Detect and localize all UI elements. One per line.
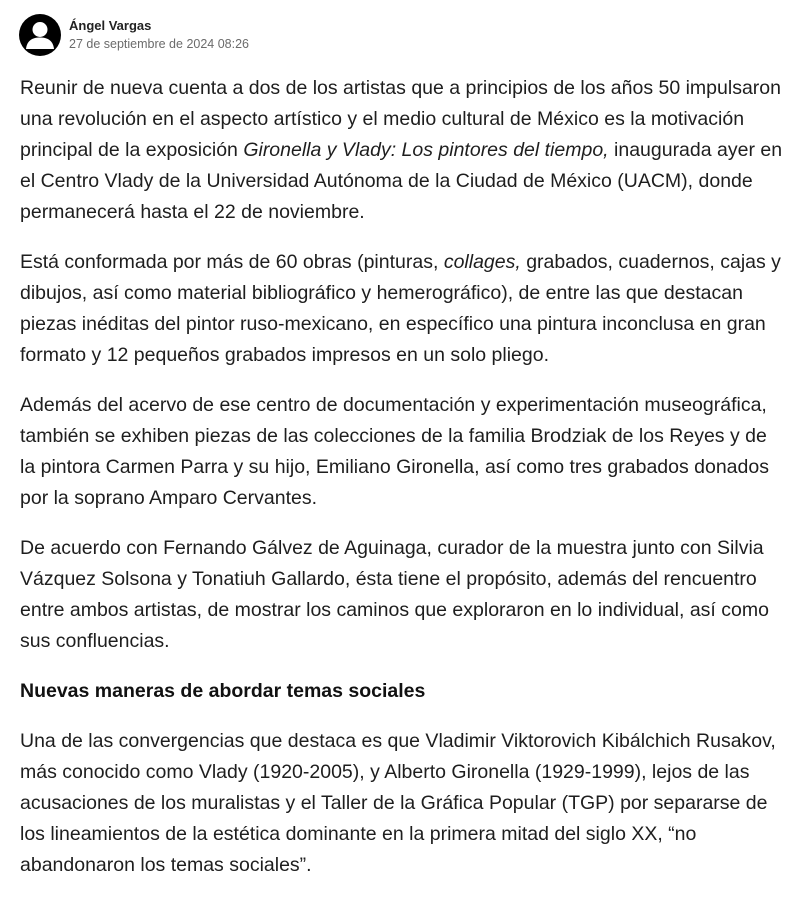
byline-text (69, 17, 249, 53)
paragraph-5: Una de las convergencias que destaca es que Vladimir Viktorovich Kibálchich Rusakov, más conocido como Vlady (1920-2005), y Alberto Gironella (1929-1999), lejos de las acusaciones de los muralistas y el Taller de la Gráfica Popular (TGP) por separarse de los lineamientos de la estética dominante en la primera mitad del siglo XX, “no abandonaron los temas sociales”. (20, 730, 776, 876)
paragraph-2-text-a: Está conformada por más de 60 obras (pinturas, (20, 251, 444, 273)
exhibition-title: Gironella y Vlady: Los pintores del tiempo, (243, 139, 609, 161)
paragraph-3: Además del acervo de ese centro de documentación y experimentación museográfica, también se exhiben piezas de las colecciones de la familia Brodziak de los Reyes y de la pintora Carmen Parra y su hijo, Emiliano Gironella, así como tres grabados donados por la soprano Amparo Cervantes. (20, 394, 769, 509)
paragraph-1-text-b: inaugurada ayer en el Centro Vlady de la Universidad Autónoma de la Ciudad de México (UACM), donde permanecerá hasta el 22 de noviembre. (20, 139, 783, 223)
paragraph-1 (20, 73, 785, 228)
user-silhouette-icon (19, 14, 61, 56)
paragraph-1-text-a: Reunir de nueva cuenta a dos de los artistas que a principios de los años 50 impulsaron una revolución en el aspecto artístico y el medio cultural de México es la motivación principal de la exposición (20, 77, 781, 161)
collages-term: collages, (443, 251, 521, 273)
user-avatar-icon[interactable] (19, 14, 61, 56)
section-subheading: Nuevas maneras de abordar temas sociales (20, 680, 426, 702)
author-name[interactable]: Ángel Vargas (69, 18, 152, 33)
paragraph-2 (20, 247, 785, 371)
paragraph-2-text-b: grabados, cuadernos, cajas y dibujos, así como material bibliográfico y hemerográfico), de entre las que destacan piezas inéditas del pintor ruso-mexicano, en específico una pintura inconclusa en gran formato y 12 pequeños grabados impresos en un solo pliego. (20, 251, 781, 366)
publish-date: 27 de septiembre de 2024 08:26 (69, 37, 249, 51)
author-byline (19, 12, 249, 58)
article-body (20, 73, 785, 900)
paragraph-4: De acuerdo con Fernando Gálvez de Aguinaga, curador de la muestra junto con Silvia Vázquez Solsona y Tonatiuh Gallardo, ésta tiene el propósito, además del rencuentro entre ambos artistas, de mostrar los caminos que exploraron en lo individual, así como sus confluencias. (20, 537, 769, 652)
